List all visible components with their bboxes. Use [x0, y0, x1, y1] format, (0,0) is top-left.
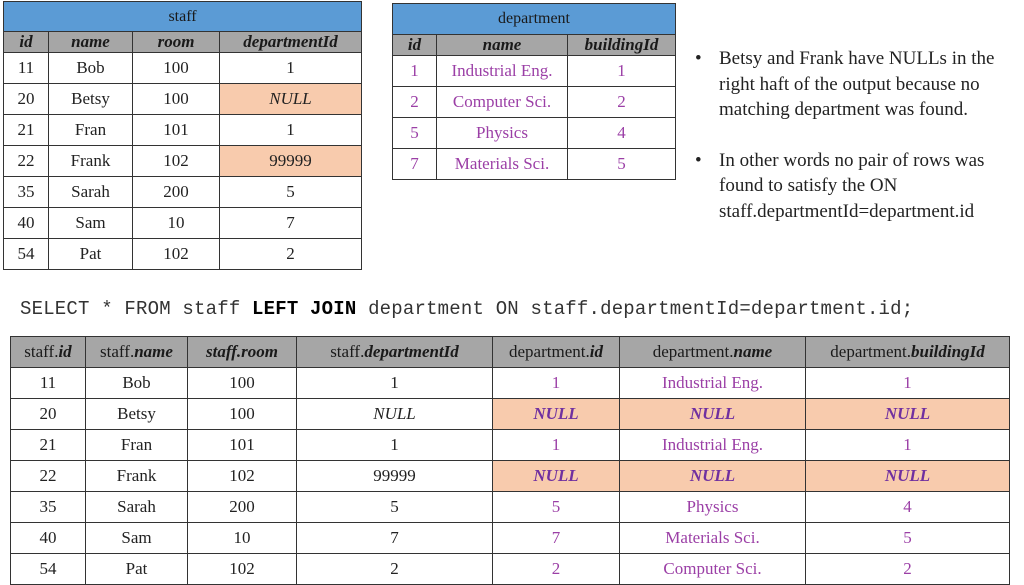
note-text: Betsy and Frank have NULLs in the right haft of the output because no matching department was found. — [719, 48, 995, 120]
table-cell: 35 — [4, 177, 49, 208]
table-cell: 7 — [297, 523, 493, 554]
table-cell: 200 — [133, 177, 220, 208]
null-cell: NULL — [220, 84, 362, 115]
table-cell: Sam — [49, 208, 133, 239]
table-row — [4, 146, 362, 177]
table-cell: Industrial Eng. — [437, 56, 568, 87]
table-cell: 102 — [188, 554, 297, 585]
bullet-icon: • — [695, 48, 702, 69]
table-cell: 4 — [806, 492, 1010, 523]
explanation-notes — [690, 46, 1015, 249]
table-cell: 5 — [220, 177, 362, 208]
table-cell: 35 — [11, 492, 86, 523]
table-row — [11, 430, 1010, 461]
table-row — [393, 149, 676, 180]
table-cell: Betsy — [49, 84, 133, 115]
note-item — [690, 148, 1015, 225]
null-cell: NULL — [297, 399, 493, 430]
null-cell: NULL — [806, 399, 1010, 430]
table-cell: 102 — [133, 239, 220, 270]
table-cell: 7 — [393, 149, 437, 180]
table-cell: 1 — [568, 56, 676, 87]
result-header-staff-departmentid: staff.departmentId — [297, 337, 493, 368]
table-row — [393, 118, 676, 149]
staff-header-id: id — [4, 32, 49, 53]
table-row — [11, 554, 1010, 585]
table-cell: 2 — [568, 87, 676, 118]
table-cell: Industrial Eng. — [620, 368, 806, 399]
table-row — [4, 208, 362, 239]
table-cell: Computer Sci. — [437, 87, 568, 118]
table-cell: Materials Sci. — [437, 149, 568, 180]
result-header-department-buildingid: department.buildingId — [806, 337, 1010, 368]
table-row — [11, 399, 1010, 430]
table-cell: 200 — [188, 492, 297, 523]
table-cell: 1 — [493, 430, 620, 461]
table-cell: 2 — [806, 554, 1010, 585]
table-cell: 2 — [297, 554, 493, 585]
query-end: department ON staff.departmentId=department.id; — [356, 298, 914, 320]
table-cell: 20 — [11, 399, 86, 430]
table-cell: Fran — [86, 430, 188, 461]
table-cell: 10 — [188, 523, 297, 554]
table-cell: 102 — [133, 146, 220, 177]
table-cell: 1 — [220, 115, 362, 146]
table-cell: Physics — [437, 118, 568, 149]
query-start: SELECT * FROM staff — [20, 298, 253, 320]
department-header-buildingid: buildingId — [568, 35, 676, 56]
bullet-icon: • — [695, 149, 702, 171]
table-cell: Betsy — [86, 399, 188, 430]
result-header-department-name: department.name — [620, 337, 806, 368]
table-cell: 1 — [220, 53, 362, 84]
table-cell: 101 — [188, 430, 297, 461]
table-cell: 40 — [11, 523, 86, 554]
table-cell: 7 — [493, 523, 620, 554]
result-header-staff-name: staff.name — [86, 337, 188, 368]
table-cell: Bob — [86, 368, 188, 399]
unmatched-cell: 99999 — [220, 146, 362, 177]
table-cell: Physics — [620, 492, 806, 523]
department-table — [392, 3, 676, 180]
table-row — [11, 461, 1010, 492]
null-cell: NULL — [493, 399, 620, 430]
table-cell: 5 — [393, 118, 437, 149]
table-cell: 54 — [11, 554, 86, 585]
sql-query — [20, 298, 913, 320]
table-cell: 10 — [133, 208, 220, 239]
table-cell: 5 — [297, 492, 493, 523]
table-cell: Frank — [49, 146, 133, 177]
result-header-staff-room: staff.room — [188, 337, 297, 368]
table-cell: Sarah — [86, 492, 188, 523]
table-cell: 21 — [11, 430, 86, 461]
department-header-name: name — [437, 35, 568, 56]
table-cell: Fran — [49, 115, 133, 146]
table-cell: 11 — [11, 368, 86, 399]
table-cell: 101 — [133, 115, 220, 146]
result-header-department-id: department.id — [493, 337, 620, 368]
table-cell: Frank — [86, 461, 188, 492]
note-text: In other words no pair of rows was found to satisfy the ON staff.departmentId=department.id — [719, 149, 985, 222]
table-cell: 100 — [133, 53, 220, 84]
table-cell: 100 — [188, 368, 297, 399]
result-header-staff-id: staff.id — [11, 337, 86, 368]
table-cell: 1 — [297, 430, 493, 461]
table-cell: 1 — [806, 368, 1010, 399]
staff-table — [3, 1, 362, 270]
table-row — [4, 53, 362, 84]
table-cell: 21 — [4, 115, 49, 146]
table-cell: 4 — [568, 118, 676, 149]
table-row — [11, 492, 1010, 523]
table-row — [11, 523, 1010, 554]
table-row — [4, 177, 362, 208]
table-cell: 11 — [4, 53, 49, 84]
null-cell: NULL — [620, 399, 806, 430]
table-cell: 40 — [4, 208, 49, 239]
null-cell: NULL — [493, 461, 620, 492]
table-cell: 5 — [806, 523, 1010, 554]
null-cell: NULL — [620, 461, 806, 492]
staff-table-caption: staff — [4, 2, 362, 32]
table-cell: 5 — [568, 149, 676, 180]
department-table-caption: department — [393, 4, 676, 35]
table-cell: Pat — [86, 554, 188, 585]
table-cell: 22 — [11, 461, 86, 492]
staff-header-room: room — [133, 32, 220, 53]
table-cell: Sarah — [49, 177, 133, 208]
table-cell: Sam — [86, 523, 188, 554]
table-row — [4, 115, 362, 146]
table-cell: Materials Sci. — [620, 523, 806, 554]
table-cell: 100 — [133, 84, 220, 115]
table-row — [393, 87, 676, 118]
table-cell: Bob — [49, 53, 133, 84]
staff-header-departmentid: departmentId — [220, 32, 362, 53]
table-cell: Pat — [49, 239, 133, 270]
table-cell: 99999 — [297, 461, 493, 492]
table-cell: 1 — [297, 368, 493, 399]
table-cell: 20 — [4, 84, 49, 115]
table-cell: 2 — [493, 554, 620, 585]
table-cell: 5 — [493, 492, 620, 523]
table-row — [4, 239, 362, 270]
table-cell: 1 — [393, 56, 437, 87]
table-row — [11, 368, 1010, 399]
table-cell: 54 — [4, 239, 49, 270]
table-cell: 102 — [188, 461, 297, 492]
staff-header-name: name — [49, 32, 133, 53]
table-row — [393, 56, 676, 87]
null-cell: NULL — [806, 461, 1010, 492]
table-cell: 22 — [4, 146, 49, 177]
table-cell: 1 — [493, 368, 620, 399]
table-cell: 1 — [806, 430, 1010, 461]
department-header-id: id — [393, 35, 437, 56]
table-cell: Industrial Eng. — [620, 430, 806, 461]
table-cell: 2 — [220, 239, 362, 270]
table-cell: Computer Sci. — [620, 554, 806, 585]
table-cell: 7 — [220, 208, 362, 239]
result-table — [10, 336, 1010, 585]
note-item — [690, 46, 1015, 123]
table-cell: 2 — [393, 87, 437, 118]
query-keyword: LEFT JOIN — [252, 298, 357, 320]
table-cell: 100 — [188, 399, 297, 430]
table-row — [4, 84, 362, 115]
